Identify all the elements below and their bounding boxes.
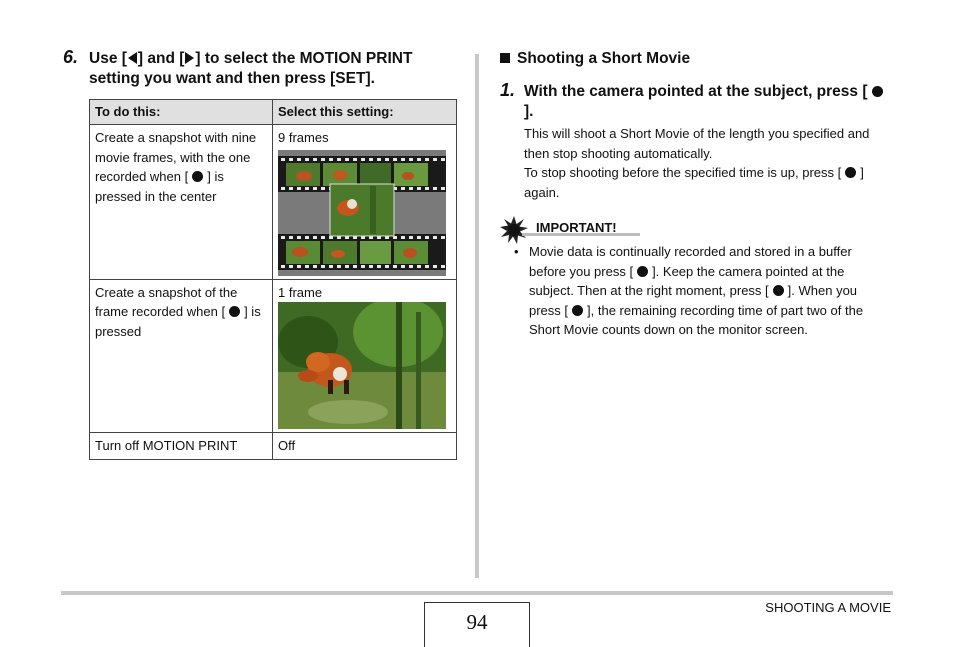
footer-section-label: SHOOTING A MOVIE [765,600,891,615]
cell-text: Create a snapshot with nine movie frames, with the one recorded when [ [95,130,257,184]
motion-print-settings-table [89,99,457,460]
setting-value: 9 frames [278,130,329,145]
table-cell: Turn off MOTION PRINT [90,433,273,460]
nine-frame-sample-image [278,150,446,276]
step-1-number: 1. [500,80,516,100]
important-burst-icon [500,216,528,244]
step-1-text: With the camera pointed at the subject, press [ [524,83,868,100]
table-cell [90,279,273,433]
table-header: To do this: [90,100,273,125]
shutter-button-icon [872,86,883,97]
table-header-row [90,100,457,125]
description-text: To stop shooting before the specified time is up, press [ [524,165,842,180]
shutter-button-icon [637,266,648,277]
table-row [90,279,457,433]
cell-text: ] is pressed in the center [95,169,224,204]
note-text: ]. When you press [ [529,283,858,318]
step-6-number: 6. [63,47,79,67]
note-text: ], the remaining recording time of part two of the Short Movie counts down on the monitor screen. [529,302,864,337]
section-heading [500,49,690,69]
shutter-button-icon [192,171,203,182]
section-title: Shooting a Short Movie [517,50,691,67]
step-6-text: ] to select the MOTION PRINT setting you want and then press [SET]. [89,50,413,87]
footer-rule [61,591,893,595]
table-row [90,433,457,460]
step-6-instruction [89,49,459,89]
setting-value: 1 frame [278,284,323,300]
shutter-button-icon [229,306,240,317]
cell-text: ] is pressed [95,304,261,339]
note-text: Movie data is continually recorded and stored in a buffer before you press [ [529,244,852,279]
table-cell [90,125,273,280]
shutter-button-icon [773,285,784,296]
step-6-text: ] and [ [137,50,185,67]
important-label: IMPORTANT! [536,220,617,235]
cell-text: Create a snapshot of the frame recorded when [ [95,284,238,319]
shutter-button-icon [572,305,583,316]
table-header: Select this setting: [273,100,457,125]
page-number: 94 [424,602,530,647]
table-cell [273,125,457,280]
column-divider [475,54,479,578]
description-paragraph [524,163,894,202]
list-item [514,242,892,340]
description-paragraph: This will shoot a Short Movie of the length you specified and then stop shooting automatically. [524,126,870,161]
shutter-button-icon [845,167,856,178]
step-1-text: ]. [524,103,534,120]
important-notes [514,242,892,340]
table-cell: Off [273,433,457,460]
description-text: ] again. [524,165,864,200]
step-1-instruction [524,82,894,122]
single-frame-sample-image [278,302,446,429]
square-bullet-icon [500,53,510,63]
right-arrow-icon [185,52,194,64]
step-1-description [524,124,894,202]
important-header [500,216,640,242]
step-6-text: Use [ [89,50,127,67]
table-cell [273,279,457,433]
note-text: ]. Keep the camera pointed at the subject. Then at the right moment, press [ [529,263,845,298]
left-arrow-icon [128,52,137,64]
table-row [90,125,457,280]
